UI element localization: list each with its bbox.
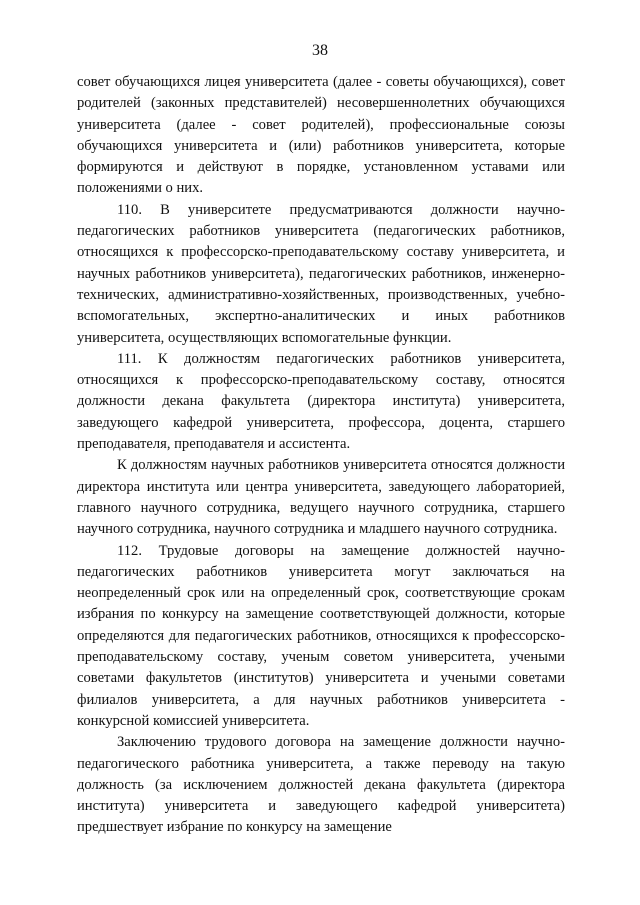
paragraph-contract-conclusion: Заключению трудового договора на замещение должности научно-педагогического работника университета, а также переводу на такую должность (за исключением должностей декана факультета (директора института) университета и заведующего кафедрой университета) предшествует избрание по конкурсу на замещение <box>77 734 565 836</box>
paragraph-clause-111: 111. К должностям педагогических работников университета, относящихся к профессорско-преподавательскому составу, относятся должности декана факультета (директора института) университета, заведующего кафедрой университета, профессора, доцента, старшего преподавателя, преподавателя и ассистента. <box>77 350 565 453</box>
paragraph-clause-112: 112. Трудовые договоры на замещение должностей научно-педагогических работников университета могут заключаться на неопределенный срок или на определенный срок, соответствующие срокам избрания по конкурсу на замещение соответствующей должности, которые определяются для педагогических работников, относящихся к профессорско-преподавательскому составу, ученым советом университета, учеными советами факультетов (институтов) университета и учеными советами филиалов университета, а для научных работников университета - конкурсной комиссией университета. <box>77 542 565 729</box>
paragraph-continuation: совет обучающихся лицея университета (далее - советы обучающихся), совет родителей (законных представителей) несовершеннолетних обучающихся университета (далее - совет родителей), профессиональные союзы обучающихся университета и (или) работников университета, которые формируются и действуют в порядке, установленном уставами или положениями о них. <box>77 74 565 197</box>
page-number: 38 <box>312 42 328 59</box>
paragraph-clause-110: 110. В университете предусматриваются должности научно-педагогических работников университета (педагогических работников, относящихся к профессорско-преподавательскому составу университета, и научных работников университета), педагогических работников, инженерно-технических, административно-хозяйственных, производственных, учебно-вспомогательных, экспертно-аналитических и иных работников университета, осуществляющих вспомогательные функции. <box>77 201 565 346</box>
body-text <box>77 72 565 839</box>
paragraph-scientific-positions: К должностям научных работников университета относятся должности директора института или центра университета, заведующего лабораторией, главного научного сотрудника, ведущего научного сотрудника, старшего научного сотрудника, научного сотрудника и младшего научного сотрудника. <box>77 457 565 538</box>
